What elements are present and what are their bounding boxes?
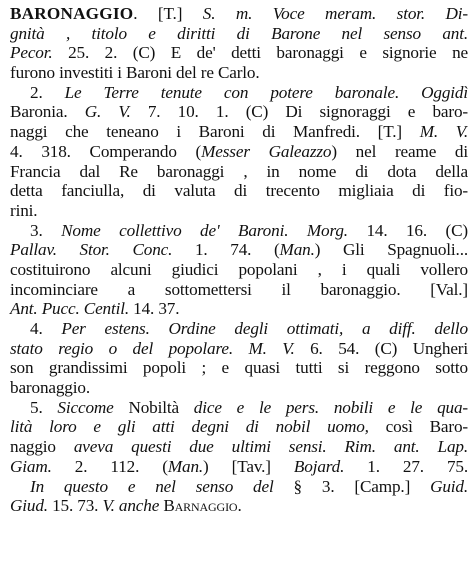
headword: BARONAGGIO: [10, 4, 134, 23]
text-segment: baronaggio.: [10, 378, 90, 398]
entry-line: [10, 477, 468, 497]
italic-text: G. V.: [84, 102, 131, 122]
entry-line: [10, 280, 468, 300]
italic-text: Giam.: [10, 456, 52, 476]
entry-line: [10, 240, 468, 260]
text-segment: .: [237, 496, 242, 516]
text-segment: 1. 27. 75.: [344, 456, 468, 476]
entry-line: [10, 63, 468, 83]
text-segment: detta fanciulla, di valuta di trecento migliaia di fio-: [10, 181, 468, 201]
text-segment: 14. 16. (C): [347, 220, 468, 240]
italic-text: aveva questi due ultimi sensi. Rim. ant. Lap.: [73, 437, 468, 457]
italic-text: Per estens. Ordine degli ottimati, a diff. dello: [61, 319, 468, 338]
entry-line: [10, 43, 468, 63]
italic-text: Man.: [279, 240, 315, 260]
italic-text: dice e le pers. nobili e le qua-: [193, 397, 468, 417]
italic-text: stato regio o del popolare. M. V.: [10, 338, 295, 358]
text-segment: 5.: [30, 397, 58, 417]
entry-line: [10, 378, 468, 398]
text-segment: così Baro-: [368, 417, 468, 437]
italic-text: Guid.: [430, 476, 469, 496]
text-segment: 3.: [30, 220, 62, 240]
entry-line: [10, 83, 468, 103]
entry-line: [10, 201, 468, 221]
text-segment: rini.: [10, 200, 38, 220]
italic-text: Pecor.: [10, 43, 53, 63]
italic-text: Nome collettivo de' Baroni. Morg.: [61, 220, 348, 240]
text-segment: 7. 10. 1. (C) Di signoraggi e baro-: [130, 102, 468, 122]
text-segment: 4.: [30, 319, 62, 338]
entry-line: [10, 496, 468, 516]
text-segment: 4. 318. Comperando (: [10, 141, 202, 161]
text-segment: ) nel reame di: [331, 141, 468, 161]
text-segment: son grandissimi popoli ; e quasi tutti si reggono sotto: [10, 358, 468, 378]
italic-text: V. anche: [102, 496, 160, 516]
italic-text: Man.: [167, 456, 204, 476]
italic-text: In questo e nel senso del: [30, 476, 274, 496]
italic-text: gnità , titolo e diritti di Barone nel senso ant.: [10, 23, 468, 43]
text-segment: 25. 2. (C) E de' detti baronaggi e signorie ne: [52, 43, 468, 63]
italic-text: Pallav. Stor. Conc.: [10, 240, 173, 260]
entry-line: [10, 437, 468, 457]
text-segment: 6. 54. (C) Ungheri: [294, 338, 468, 358]
entry-line: [10, 339, 468, 359]
entry-line: [10, 221, 468, 241]
italic-text: Ant. Pucc. Centil.: [10, 299, 130, 319]
entry-line: [10, 181, 468, 201]
cross-reference: Barnaggio: [163, 496, 238, 516]
text-segment: 1. 74. (: [172, 240, 280, 260]
text-segment: 2. 112. (: [51, 456, 168, 476]
italic-text: Bojard.: [293, 456, 345, 476]
entry-line: [10, 398, 468, 418]
dictionary-entry-baronaggio: [10, 4, 468, 516]
entry-line: [10, 260, 468, 280]
entry-line: [10, 4, 468, 24]
text-segment: ) Gli Spagnuoli...: [314, 240, 468, 260]
entry-line: [10, 122, 468, 142]
entry-line: [10, 299, 468, 319]
italic-text: S. m. Voce meram. stor. Di-: [202, 4, 468, 23]
entry-line: [10, 457, 468, 477]
text-segment: § 3. [Camp.]: [273, 476, 431, 496]
entry-line: [10, 319, 468, 339]
text-segment: ) [Tav.]: [203, 456, 294, 476]
entry-line: [10, 417, 468, 437]
entry-line: [10, 102, 468, 122]
text-segment: 15. 73.: [47, 496, 103, 516]
italic-text: M. V.: [419, 122, 468, 142]
text-segment: naggio: [10, 437, 74, 457]
italic-text: Messer Galeazzo: [201, 141, 332, 161]
italic-text: Giud.: [10, 496, 48, 516]
text-segment: incominciare a sottomettersi il baronaggio. [Val.]: [10, 279, 468, 299]
entry-line: [10, 162, 468, 182]
text-segment: 2.: [30, 82, 65, 102]
entry-line: [10, 24, 468, 44]
italic-text: lità loro e gli atti degni di nobil uomo,: [10, 417, 369, 437]
entry-line: [10, 142, 468, 162]
text-segment: furono investiti i Baroni del re Carlo.: [10, 63, 260, 83]
text-segment: naggi che teneano i Baroni di Manfredi. [T.]: [10, 122, 420, 142]
italic-text: Siccome: [57, 397, 114, 417]
text-segment: 14. 37.: [129, 299, 180, 319]
text-segment: costituirono alcuni giudici popolani , i quali vollero: [10, 259, 468, 279]
text-segment: Francia dal Re baronaggi , in nome di dota della: [10, 161, 468, 181]
entry-line: [10, 358, 468, 378]
text-segment: Nobiltà: [113, 397, 194, 417]
text-segment: . [T.]: [133, 4, 203, 23]
text-segment: Baronia.: [10, 102, 85, 122]
italic-text: Le Terre tenute con potere baronale. Oggidì: [64, 82, 468, 102]
